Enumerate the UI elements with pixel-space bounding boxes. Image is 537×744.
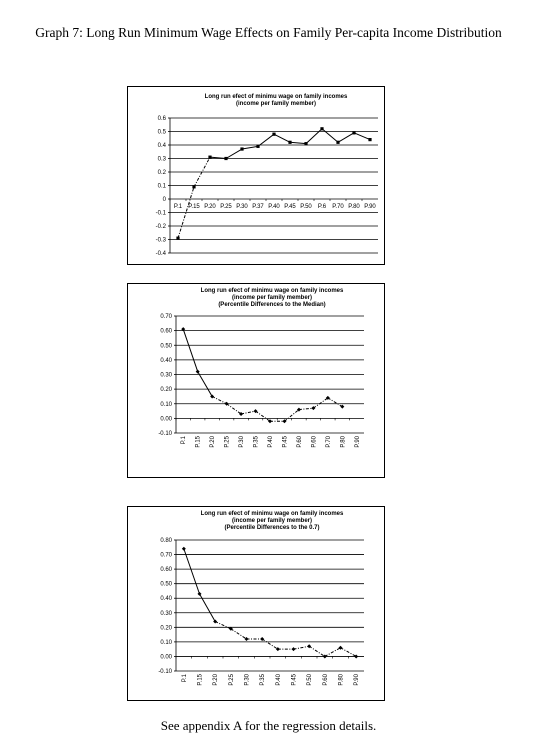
y-tick-label: -0.2: [155, 224, 166, 230]
series-segment: [258, 134, 274, 146]
chart-2-svg: [128, 284, 386, 479]
y-tick-label: 0.60: [160, 567, 172, 574]
x-tick-label: P.1: [181, 436, 188, 445]
chart-title-line: Long run efect of minimu wage on family incomes: [200, 511, 344, 517]
y-tick-label: 0.3: [157, 156, 166, 163]
x-tick-label: P.80: [338, 674, 345, 686]
y-tick-label: 0.5: [157, 129, 166, 136]
x-tick-label: P.35: [260, 674, 267, 686]
y-tick-label: 0.00: [160, 654, 172, 661]
x-tick-label: P.15: [197, 674, 204, 686]
series-segment: [226, 149, 242, 158]
chart-title-line: (income per family member): [231, 295, 313, 301]
x-tick-label: P.25: [220, 204, 232, 210]
series-segment: [231, 629, 247, 639]
y-tick-label: 0.70: [160, 552, 172, 559]
x-tick-label: P.30: [244, 674, 251, 686]
chart-2-panel: [127, 283, 385, 478]
y-tick-label: -0.4: [155, 251, 166, 257]
data-point: [272, 133, 275, 136]
footer-note: See appendix A for the regression details.: [160, 718, 377, 733]
x-tick-label: P.37: [252, 204, 264, 210]
y-tick-label: 0.60: [160, 328, 172, 335]
data-point: [368, 138, 371, 141]
chart-title-line: (Percentile Differences to the 0.7): [224, 525, 320, 531]
y-tick-label: 0.20: [160, 625, 172, 632]
series-segment: [299, 408, 313, 409]
data-point: [288, 141, 291, 144]
x-tick-label: P.50: [300, 204, 312, 210]
x-tick-label: P.40: [275, 674, 282, 686]
x-tick-label: P.70: [332, 204, 344, 210]
y-tick-label: -0.10: [158, 431, 172, 437]
y-tick-label: 0.70: [160, 314, 172, 320]
x-tick-label: P.60: [322, 674, 329, 686]
series-segment: [338, 133, 354, 142]
y-tick-label: 0.20: [160, 387, 172, 394]
y-tick-label: 0.40: [160, 357, 172, 364]
y-tick-label: 0.50: [160, 581, 172, 588]
y-tick-label: 0.10: [160, 639, 172, 646]
series-segment: [183, 329, 197, 371]
y-tick-label: 0.6: [157, 116, 166, 122]
y-tick-label: 0.1: [157, 183, 166, 190]
x-tick-label: P.30: [239, 436, 246, 448]
y-tick-label: 0.50: [160, 343, 172, 350]
x-tick-label: P.90: [364, 204, 376, 210]
y-tick-label: 0.2: [157, 170, 166, 176]
chart-title-line: Long run efect of minimu wage on family incomes: [204, 94, 348, 100]
x-tick-label: P.60: [296, 436, 303, 448]
chart-title-line: (income per family member): [231, 518, 313, 524]
data-point: [256, 145, 259, 148]
chart-3-svg: [128, 507, 386, 702]
y-tick-label: 0.10: [160, 401, 172, 408]
x-tick-label: P.80: [340, 436, 347, 448]
page-title: Graph 7: Long Run Minimum Wage Effects on Family Per-capita Income Distribution: [35, 25, 502, 40]
data-point: [292, 647, 296, 651]
x-tick-label: P.60: [311, 436, 318, 448]
data-point: [196, 370, 200, 374]
x-tick-label: P.15: [188, 204, 200, 210]
x-tick-label: P.1: [173, 204, 183, 210]
chart-2-title: [201, 288, 344, 308]
data-point: [213, 620, 217, 624]
data-point: [240, 147, 243, 150]
chart-3-title: [201, 511, 344, 531]
series-segment: [306, 129, 322, 144]
series-segment: [241, 411, 255, 414]
data-point: [304, 142, 307, 145]
x-tick-label: P.15: [195, 436, 202, 448]
data-point: [182, 547, 186, 551]
y-tick-label: 0.40: [160, 596, 172, 603]
series-segment: [262, 639, 278, 649]
series-segment: [212, 396, 226, 403]
x-tick-label: P.45: [282, 436, 289, 448]
x-tick-label: P.70: [325, 436, 332, 448]
series-segment: [309, 646, 325, 656]
chart-title-line: Long run efect of minimu wage on family incomes: [200, 288, 344, 294]
data-point: [336, 141, 339, 144]
y-tick-label: 0.30: [160, 372, 172, 379]
series-segment: [322, 129, 338, 143]
x-tick-label: P.20: [204, 204, 216, 210]
y-tick-label: 0.80: [160, 538, 172, 544]
chart-title-line: (Percentile Differences to the Median): [218, 302, 326, 308]
data-point: [354, 654, 358, 658]
x-tick-label: P.30: [236, 204, 248, 210]
x-tick-label: P.25: [224, 436, 231, 448]
series-segment: [294, 646, 310, 649]
x-tick-label: P.1: [181, 674, 188, 683]
series-segment: [184, 549, 200, 594]
x-tick-label: P.45: [291, 674, 298, 686]
data-point: [320, 127, 323, 130]
data-point: [198, 592, 202, 596]
chart-title-line: (income per family member): [235, 101, 317, 107]
x-tick-label: P.40: [268, 436, 274, 448]
y-tick-label: -0.1: [155, 210, 166, 217]
x-tick-label: P.45: [284, 204, 296, 210]
y-tick-label: 0: [162, 197, 166, 203]
chart-1-title: [205, 94, 348, 107]
x-tick-label: P.20: [213, 674, 220, 686]
x-tick-label: P.6: [317, 204, 327, 210]
y-tick-label: 0.30: [160, 610, 172, 617]
x-tick-label: P.20: [210, 436, 217, 448]
chart-1-svg: [128, 87, 386, 266]
series-segment: [313, 398, 327, 408]
x-tick-label: P.40: [268, 204, 280, 210]
y-tick-label: 0.4: [157, 143, 166, 149]
series-segment: [354, 133, 370, 140]
series-segment: [328, 398, 342, 407]
series-segment: [242, 146, 258, 149]
data-point: [192, 185, 195, 188]
data-point: [210, 394, 214, 398]
x-tick-label: P.35: [253, 436, 260, 448]
data-point: [352, 131, 355, 134]
y-tick-label: -0.3: [155, 237, 166, 244]
chart-1-panel: [127, 86, 385, 265]
x-tick-label: P.25: [228, 674, 235, 686]
x-tick-label: P.90: [354, 674, 361, 686]
chart-3-panel: [127, 506, 385, 701]
x-tick-label: P.50: [307, 674, 314, 686]
series-segment: [290, 142, 306, 143]
series-segment: [341, 648, 357, 657]
y-tick-label: 0.00: [160, 416, 172, 423]
series-segment: [325, 648, 341, 657]
x-tick-label: P.90: [354, 436, 361, 448]
x-tick-label: P.80: [348, 204, 360, 210]
series-segment: [198, 372, 212, 397]
data-point: [224, 157, 227, 160]
data-point: [208, 156, 211, 159]
data-point: [339, 646, 343, 650]
data-point: [176, 237, 179, 240]
series-segment: [227, 404, 241, 414]
y-tick-label: -0.10: [158, 669, 172, 675]
series-segment: [274, 134, 290, 142]
